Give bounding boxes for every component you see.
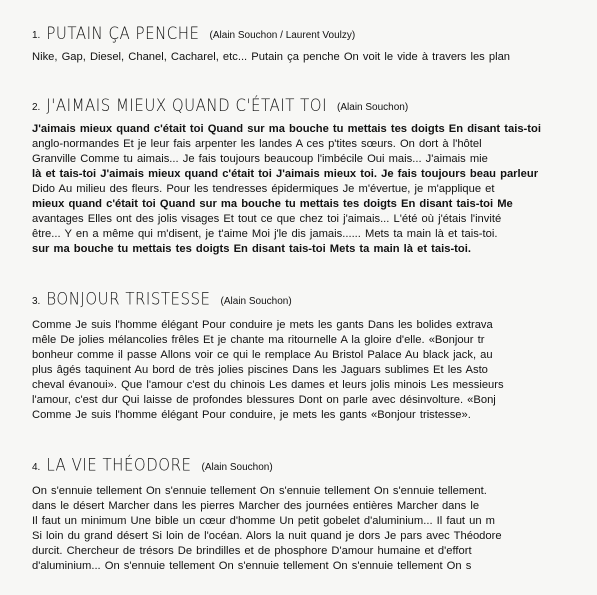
song-2-number: 2. xyxy=(32,102,41,113)
lyric-line: mieux quand c'était toi Quand sur ma bouche tu mettais tes doigts En disant tais-toi Me xyxy=(32,198,513,210)
lyric-line: On s'ennuie tellement On s'ennuie tellement On s'ennuie tellement On s'ennuie tellement. xyxy=(32,485,487,497)
song-3-number: 3. xyxy=(32,296,41,307)
song-3-title: BONJOUR TRISTESSE xyxy=(46,288,211,310)
song-4-number: 4. xyxy=(32,462,41,473)
song-4-credit: (Alain Souchon) xyxy=(201,462,273,473)
song-4-lyrics xyxy=(32,484,597,574)
song-3-heading xyxy=(32,290,292,308)
lyric-line: mêle De jolies mélancolies frêles Et je chante ma ritournelle A la gloire d'elle. «Bonjour tr xyxy=(32,334,485,346)
lyric-line: Comme Je suis l'homme élégant Pour conduire, je mets les gants «Bonjour tristesse». xyxy=(32,409,471,421)
song-1-heading xyxy=(32,24,355,42)
lyric-line: Comme Je suis l'homme élégant Pour conduire je mets les gants Dans les bolides extrava xyxy=(32,319,493,331)
lyric-line: Nike, Gap, Diesel, Chanel, Cacharel, etc... Putain ça penche On voit le vide à travers les plan xyxy=(32,51,511,63)
song-2-credit: (Alain Souchon) xyxy=(337,102,409,113)
song-2-heading xyxy=(32,96,408,114)
lyric-line: anglo-normandes Et je leur fais arpenter les landes A ces p'tites sœurs. On dort à l'hôtel xyxy=(32,138,482,150)
lyric-line: Granville Comme tu aimais... Je fais toujours beaucoup l'imbécile Oui mais... J'aimais mie xyxy=(32,153,488,165)
lyric-line: sur ma bouche tu mettais tes doigts En disant tais-toi Mets ta main là et tais-toi. xyxy=(32,243,471,255)
song-3-credit: (Alain Souchon) xyxy=(220,296,292,307)
lyric-line: être... Y en a même qui m'disent, je t'aime Moi j'le dis jamais...... Mets ta main là et tais-toi. xyxy=(32,228,498,240)
lyric-line: l'amour, c'est dur Qui laisse de profondes blessures Dont on parle avec désinvolture. «Bonj xyxy=(32,394,496,406)
song-1-number: 1. xyxy=(32,30,41,41)
song-1-credit: (Alain Souchon / Laurent Voulzy) xyxy=(209,30,356,41)
lyric-line: Si loin du grand désert Si loin de l'océan. Alors la nuit quand je dors Je pars avec Théodore xyxy=(32,530,502,542)
song-2-lyrics xyxy=(32,122,597,257)
lyric-line: J'aimais mieux quand c'était toi Quand sur ma bouche tu mettais tes doigts En disant tais-toi xyxy=(32,123,541,135)
lyric-line: Dido Au milieu des fleurs. Pour les tendresses épidermiques Je m'évertue, je m'applique et xyxy=(32,183,495,195)
lyric-line: bonheur comme il passe Allons voir ce qui le remplace Au Bristol Palace Au black jack, au xyxy=(32,349,493,361)
lyric-line: là et tais-toi J'aimais mieux quand c'était toi J'aimais mieux toi. Je fais toujours beau parleur xyxy=(32,168,539,180)
lyric-line: plus âgés taquinent Au bord de très jolies piscines Dans les Jaguars sublimes Et les Asto xyxy=(32,364,488,376)
lyric-line: avantages Elles ont des jolis visages Et tout ce que chez toi j'aimais... L'été où j'étais l'invité xyxy=(32,213,502,225)
lyric-line: Il faut un minimum Une bible un cœur d'homme Un petit gobelet d'aluminium... Il faut un m xyxy=(32,515,496,527)
song-4-title: LA VIE THÉODORE xyxy=(46,454,192,476)
song-1-lyrics xyxy=(32,50,597,65)
lyric-line: d'aluminium... On s'ennuie tellement On s'ennuie tellement On s'ennuie tellement On s xyxy=(32,560,472,572)
lyric-line: dans le désert Marcher dans les pierres Marcher des journées entières Marcher dans le xyxy=(32,500,480,512)
song-1-title: PUTAIN ÇA PENCHE xyxy=(46,22,200,44)
lyric-line: cheval évanoui». Que l'amour c'est du chinois Les dames et leurs jolis minois Les messieurs xyxy=(32,379,504,391)
lyric-line: durcit. Chercheur de trésors De brindilles et de phosphore D'amour humaine et d'effort xyxy=(32,545,472,557)
song-4-heading xyxy=(32,456,273,474)
song-3-lyrics xyxy=(32,318,597,423)
song-2-title: J'AIMAIS MIEUX QUAND C'ÉTAIT TOI xyxy=(46,94,328,116)
